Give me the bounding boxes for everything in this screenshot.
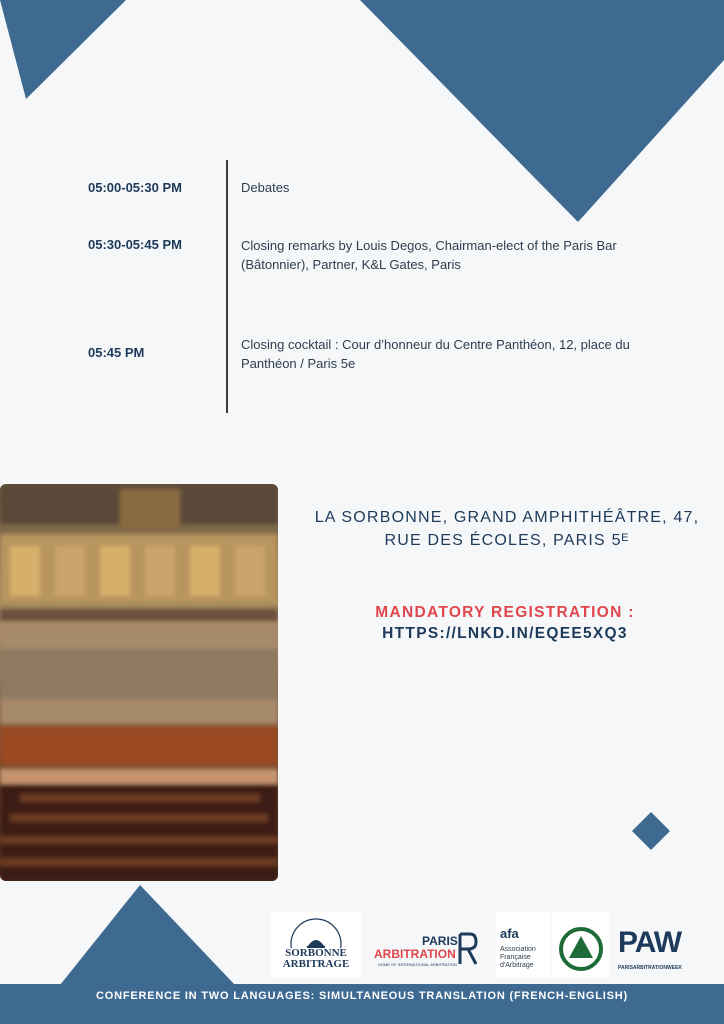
amphitheatre-photo — [0, 484, 278, 881]
paw-logo — [616, 912, 694, 978]
venue-line2: RUE DES ÉCOLES, PARIS 5ᴱ — [384, 532, 630, 549]
bottom-left-triangle — [60, 885, 240, 985]
sorbonne-line2: ARBITRAGE — [282, 958, 350, 970]
footer-text: CONFERENCE IN TWO LANGUAGES: SIMULTANEOUS TRANSLATION (FRENCH-ENGLISH) — [95, 990, 629, 1002]
schedule-desc: Debates — [241, 180, 290, 195]
schedule-time: 05:45 PM — [88, 345, 145, 360]
registration — [300, 602, 710, 644]
footer-banner — [0, 984, 724, 1024]
schedule-desc: Closing remarks by Louis Degos, Chairman-elect of the Paris Bar (Bâtonnier), Partner, K&L Gates, Paris — [241, 238, 617, 272]
green-triangle-icon — [552, 912, 610, 978]
sorbonne-arbitrage-logo — [270, 912, 362, 978]
paris-arbitration-tagline: HOME OF INTERNATIONAL ARBITRATION — [378, 962, 457, 967]
afa-line3: d'Arbitrage — [500, 962, 534, 969]
afa-abbr: afa — [500, 926, 519, 941]
schedule-time: 05:30-05:45 PM — [88, 237, 182, 252]
green-circle-logo — [552, 912, 610, 978]
afa-line2: Française — [500, 954, 531, 961]
afa-line1: Association — [500, 946, 536, 953]
registration-label: MANDATORY REGISTRATION : — [375, 604, 635, 621]
paw-sub: PARISARBITRATIONWEEK — [618, 965, 682, 971]
paris-arbitration-top: PARIS — [422, 934, 458, 948]
small-diamond — [632, 812, 670, 850]
r-mark-icon — [458, 932, 478, 966]
schedule-desc: Closing cocktail : Cour d’honneur du Centre Panthéon, 12, place du Panthéon / Paris 5e — [241, 337, 630, 371]
paris-arbitration-main: ARBITRATION — [374, 947, 456, 961]
venue-line1: LA SORBONNE, GRAND AMPHITHÉÂTRE, 47, — [314, 509, 700, 526]
venue-address — [292, 506, 722, 552]
paw-abbr: PAW — [618, 926, 682, 959]
timeline-divider — [226, 160, 228, 413]
afa-logo — [496, 912, 550, 978]
schedule-time: 05:00-05:30 PM — [88, 180, 182, 195]
paris-arbitration-logo — [372, 912, 482, 978]
registration-link[interactable]: HTTPS://LNKD.IN/EQEE5XQ3 — [382, 625, 628, 642]
top-left-triangle — [0, 0, 130, 100]
sorbonne-line1: SORBONNE — [285, 947, 347, 959]
